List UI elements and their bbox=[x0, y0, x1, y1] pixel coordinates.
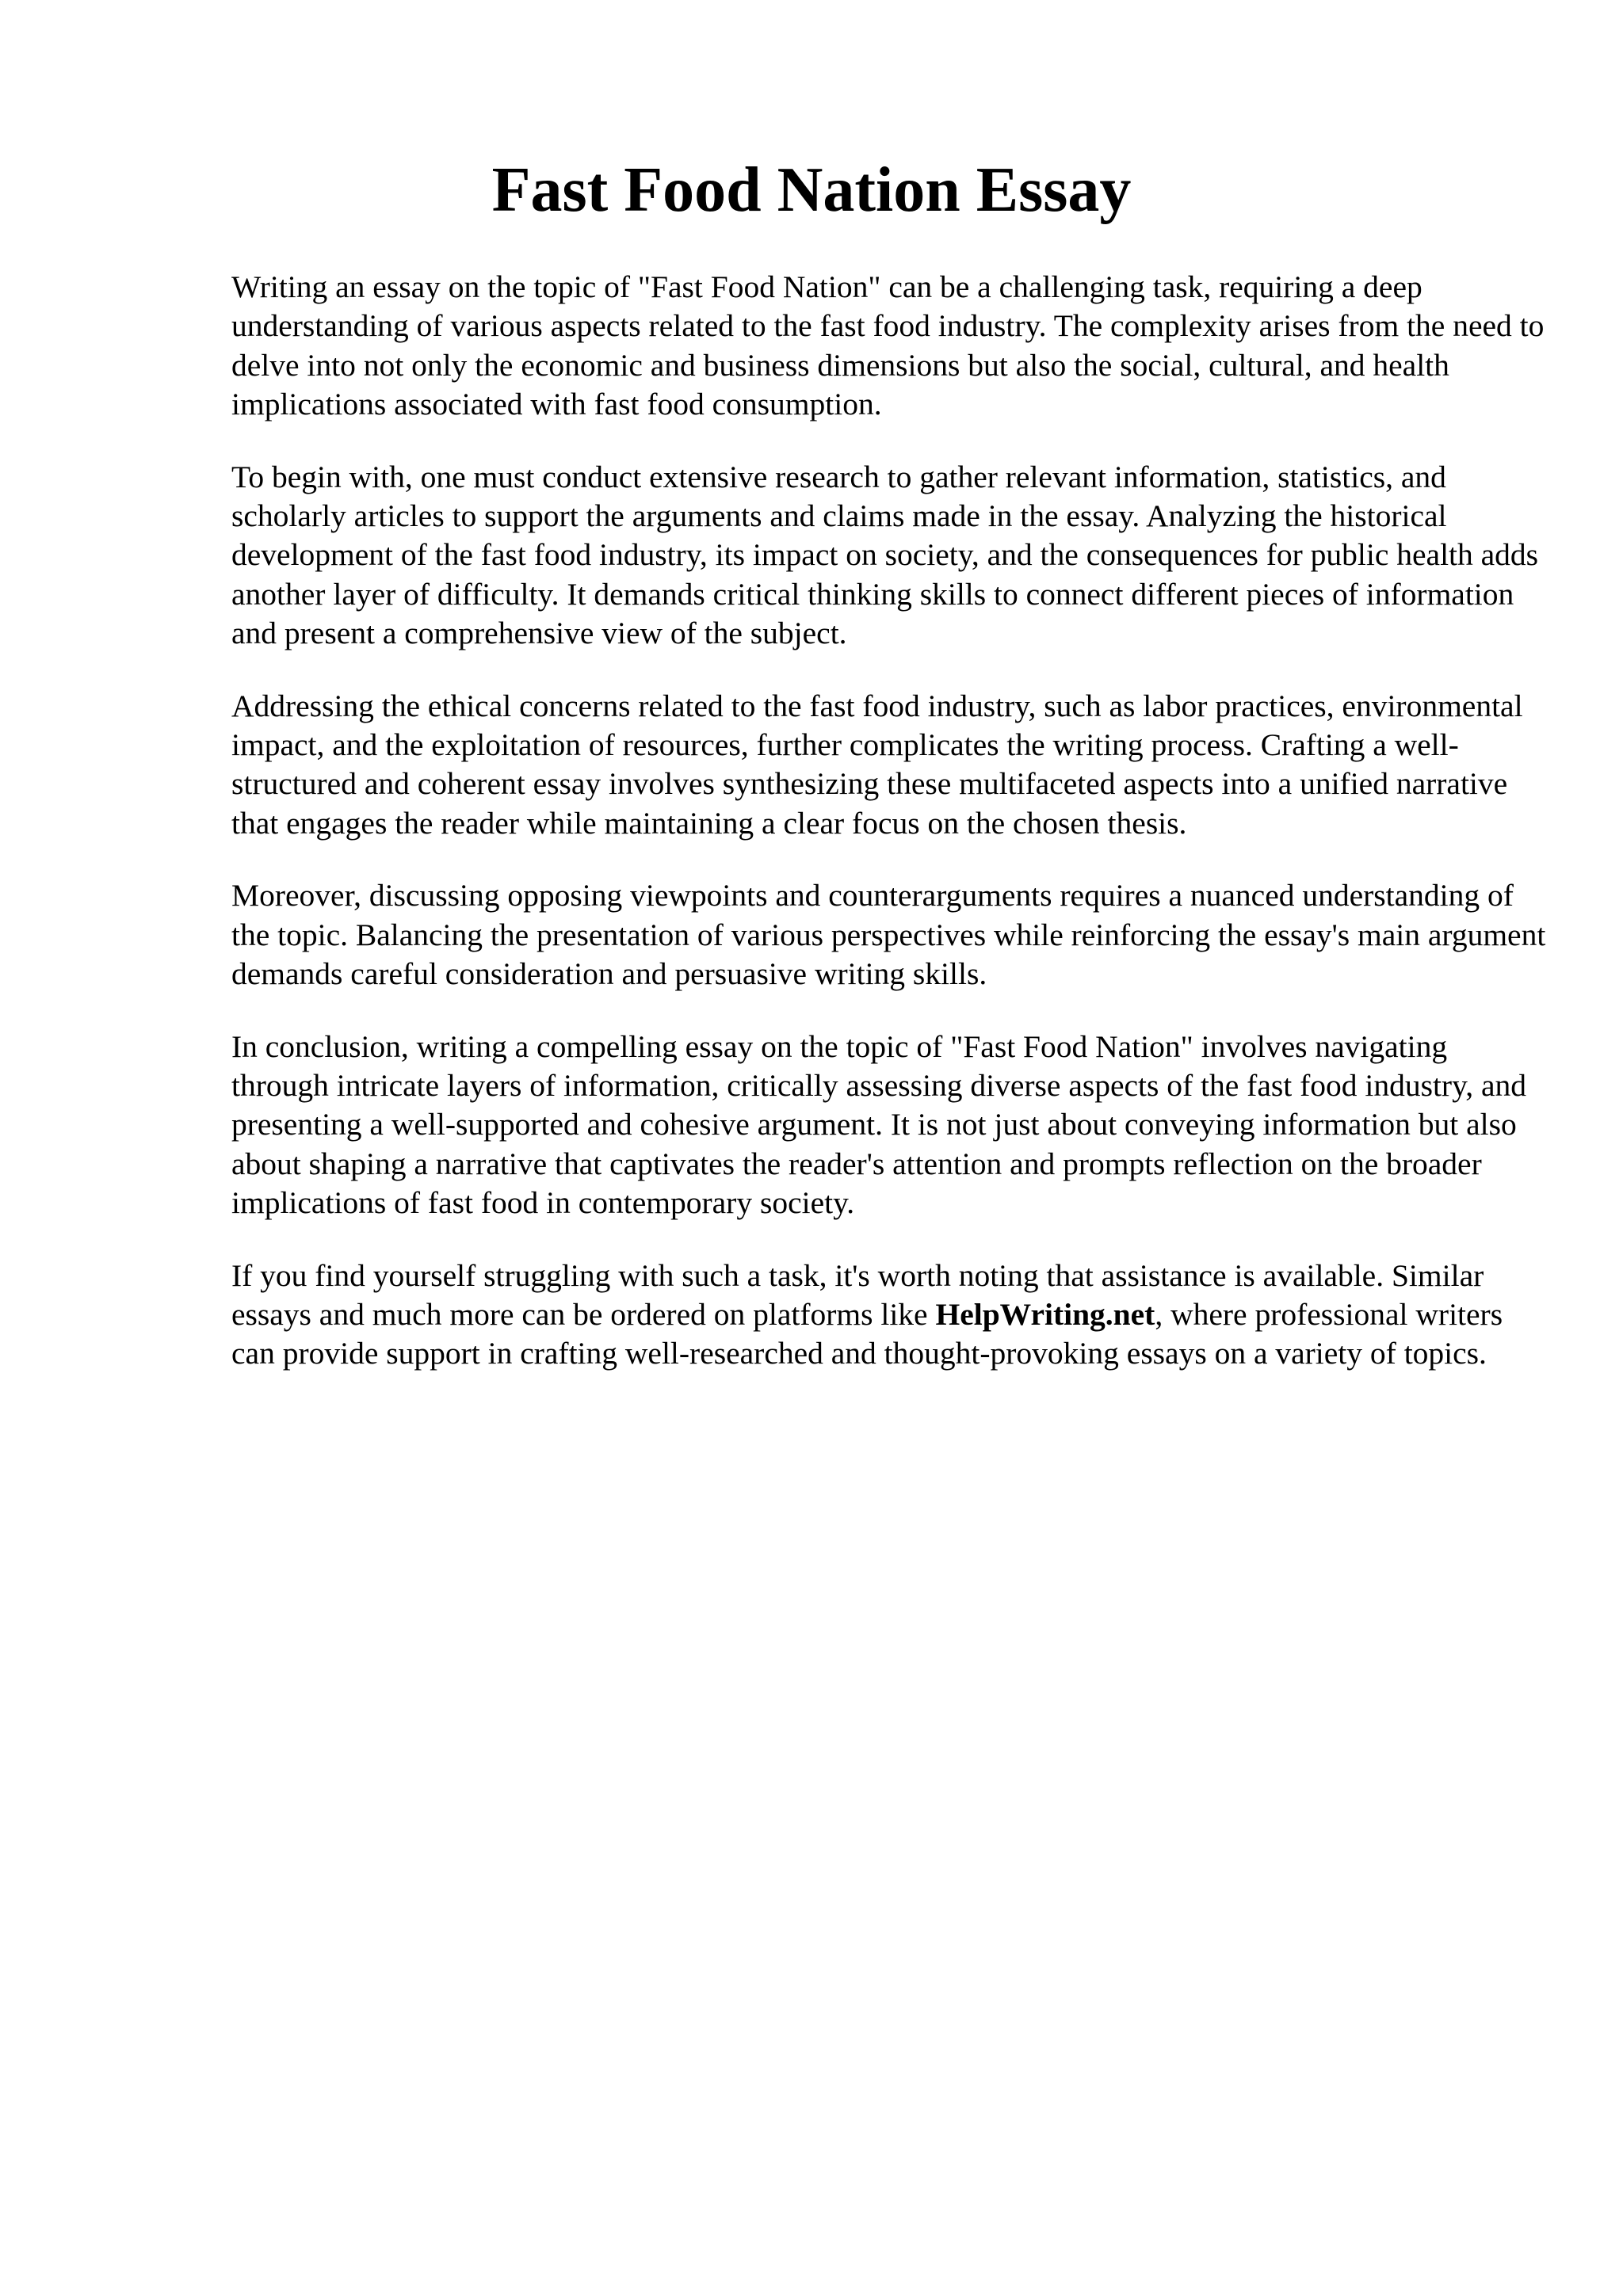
document-body bbox=[231, 268, 1547, 1407]
paragraph-intro: Writing an essay on the topic of "Fast Food Nation" can be a challenging task, requiring a deep understanding of various aspects related to the fast food industry. The complexity arises from the need to delve into not only the economic and business dimensions but also the social, cultural, and health implications associated with fast food consumption. bbox=[231, 269, 1545, 422]
paragraph-ethics: Addressing the ethical concerns related to the fast food industry, such as labor practices, environmental impact, and the exploitation of resources, further complicates the writing process. Crafting a well-structured and coherent essay involves synthesizing these multifaceted aspects into a unified narrative that engages the reader while maintaining a clear focus on the chosen thesis. bbox=[231, 688, 1523, 841]
paragraph-conclusion: In conclusion, writing a compelling essay on the topic of "Fast Food Nation" involves navigating through intricate layers of information, critically assessing diverse aspects of the fast food industry, and presenting a well-supported and cohesive argument. It is not just about conveying information but also about shaping a narrative that captivates the reader's attention and prompts reflection on the broader implications of fast food in contemporary society. bbox=[231, 1028, 1527, 1221]
closing-text-before: If you find yourself struggling with such a task, it's worth noting that assistance is available. Similar essays and much more can be ordered on platforms like bbox=[231, 1257, 1484, 1332]
document-title: Fast Food Nation Essay bbox=[491, 155, 1132, 225]
paragraph-counterarguments: Moreover, discussing opposing viewpoints and counterarguments requires a nuanced understanding of the topic. Balancing the presentation of various perspectives while reinforcing the essay's main argument demands careful consideration and persuasive writing skills. bbox=[231, 878, 1546, 992]
paragraph-closing bbox=[231, 1257, 1547, 1374]
closing-text-after: , where professional writers can provide support in crafting well-researched and thought-provoking essays on a variety of topics. bbox=[231, 1296, 1503, 1371]
brand-name: HelpWriting.net bbox=[935, 1296, 1155, 1332]
paragraph-research: To begin with, one must conduct extensive research to gather relevant information, statistics, and scholarly articles to support the arguments and claims made in the essay. Analyzing the historical development of the fast food industry, its impact on society, and the consequences for public health adds another layer of difficulty. It demands critical thinking skills to connect different pieces of information and present a comprehensive view of the subject. bbox=[231, 459, 1539, 651]
